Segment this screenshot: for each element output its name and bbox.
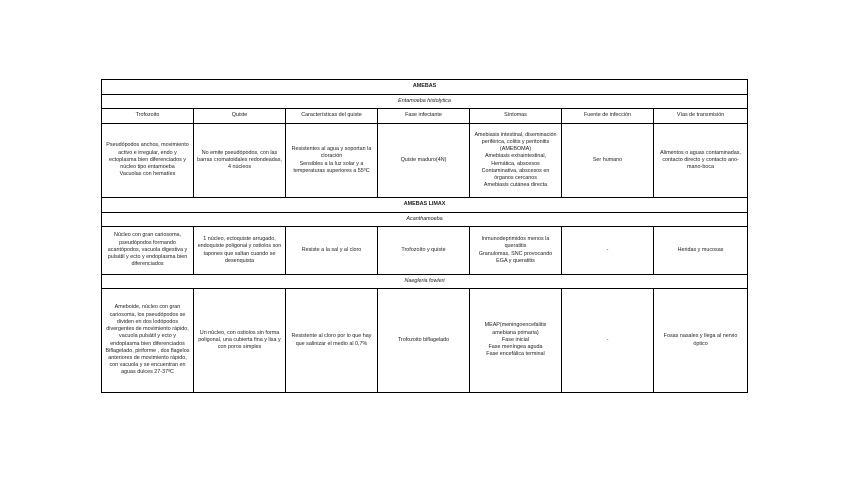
acanthamoeba-vias: Heridas y mucosas	[654, 227, 748, 275]
naegleria-sintomas	[470, 289, 562, 393]
naegleria-fase: Trofozoito biflagelado	[378, 289, 470, 393]
table-row	[102, 289, 748, 393]
organism-naegleria-fowleri: Naegleria fowleri	[102, 275, 748, 289]
histolytica-quiste: No emite pseudópodos, con las barras cromatoidales redondeadas, 4 núcleos	[194, 124, 286, 198]
organism-acanthamoeba: Acanthamoeba	[102, 213, 748, 227]
naegleria-fuente: -	[562, 289, 654, 393]
list-item: • Fase meníngea aguda	[473, 344, 558, 351]
acanthamoeba-sintomas: Inmunodeprimidos menos la queratitis Granulomas, SNC provocando EGA y queratitis	[470, 227, 562, 275]
organism-entamoeba-histolytica: Entamoeba histolytica	[102, 95, 748, 109]
section-title-amebas-limax: AMEBAS LIMAX	[102, 198, 748, 213]
naegleria-phase-list	[473, 337, 558, 359]
histolytica-fase: Quiste maduro(4N)	[378, 124, 470, 198]
histolytica-vias: Alimentos o aguas contaminadas, contacto directo y contacto ano-mano-boca	[654, 124, 748, 198]
table-row	[102, 124, 748, 198]
histolytica-caracteristicas: Resistentes al agua y soportan la cloración Sensibles a la luz solar y a temperaturas superiores a 55ºC	[286, 124, 378, 198]
amoebae-table	[101, 79, 748, 393]
header-sintomas: Síntomas	[470, 109, 562, 124]
acanthamoeba-fuente: -	[562, 227, 654, 275]
acanthamoeba-fase: Trofozoíto y quiste	[378, 227, 470, 275]
list-item: • Fase inicial	[473, 337, 558, 344]
naegleria-trofozoito: Ameboide, núcleo con gran cariosoma, los pseudópodos se dividen en dos lodópodos divergentes de movimiento rápido, vacuola pulsátil y ecto y endoplasma bien diferenciados Biflagelado, piriforme , dos flagelos anteriores de movimiento rápido, con vacuola y se encuentran en aguas dulces 27-37ºC	[102, 289, 194, 393]
header-fase-infectante: Fase infectante	[378, 109, 470, 124]
naegleria-caracteristicas: Resistente al cloro por lo que hay que salinizar el medio al 0,7%	[286, 289, 378, 393]
histolytica-trofozoito: Pseudópodos anchos, movimiento activo e irregular, endo y ectoplasma bien diferenciados y núcleo tipo entamoeba Vacuolas con hematíes	[102, 124, 194, 198]
header-vias: Vías de transmisión	[654, 109, 748, 124]
acanthamoeba-quiste: 1 núcleo, ectoquiste arrugado, endoquiste poligonal y ostiolos son tapones que saltan cuando se desenquista	[194, 227, 286, 275]
column-header-row	[102, 109, 748, 124]
histolytica-fuente: Ser humano	[562, 124, 654, 198]
acanthamoeba-trofozoito: Núcleo con gran cariosoma, pseudópodos formando acantópodos, vacuola digestiva y pulsátil y ecto y endoplasma bien diferenciados	[102, 227, 194, 275]
table-row	[102, 227, 748, 275]
header-caracteristicas: Características del quiste	[286, 109, 378, 124]
naegleria-quiste: Un núcleo, con ostiolos sin forma poligonal, una cubierta fina y lisa y con poros simples	[194, 289, 286, 393]
acanthamoeba-caracteristicas: Resiste a la sal y al cloro	[286, 227, 378, 275]
header-trofozoito: Trofozoito	[102, 109, 194, 124]
list-item: • Fase encefálica terminal	[473, 351, 558, 358]
header-fuente: Fuente de infección	[562, 109, 654, 124]
histolytica-sintomas: Amebiasis intestinal, diseminación periférica, colitis y peritonitis (AMEBOMA) Amebiasis extraintestinal, Hemática, abscesos Contaminativa, abscesos en órganos cercanos Amebiasis cutánea directa	[470, 124, 562, 198]
section-title-amebas: AMEBAS	[102, 80, 748, 95]
naegleria-vias: Fosas nasales y llega al nervio óptico	[654, 289, 748, 393]
header-quiste: Quiste	[194, 109, 286, 124]
naegleria-sintomas-intro: MEAP(meningoencefalitis amebiana primaria)	[484, 322, 547, 336]
